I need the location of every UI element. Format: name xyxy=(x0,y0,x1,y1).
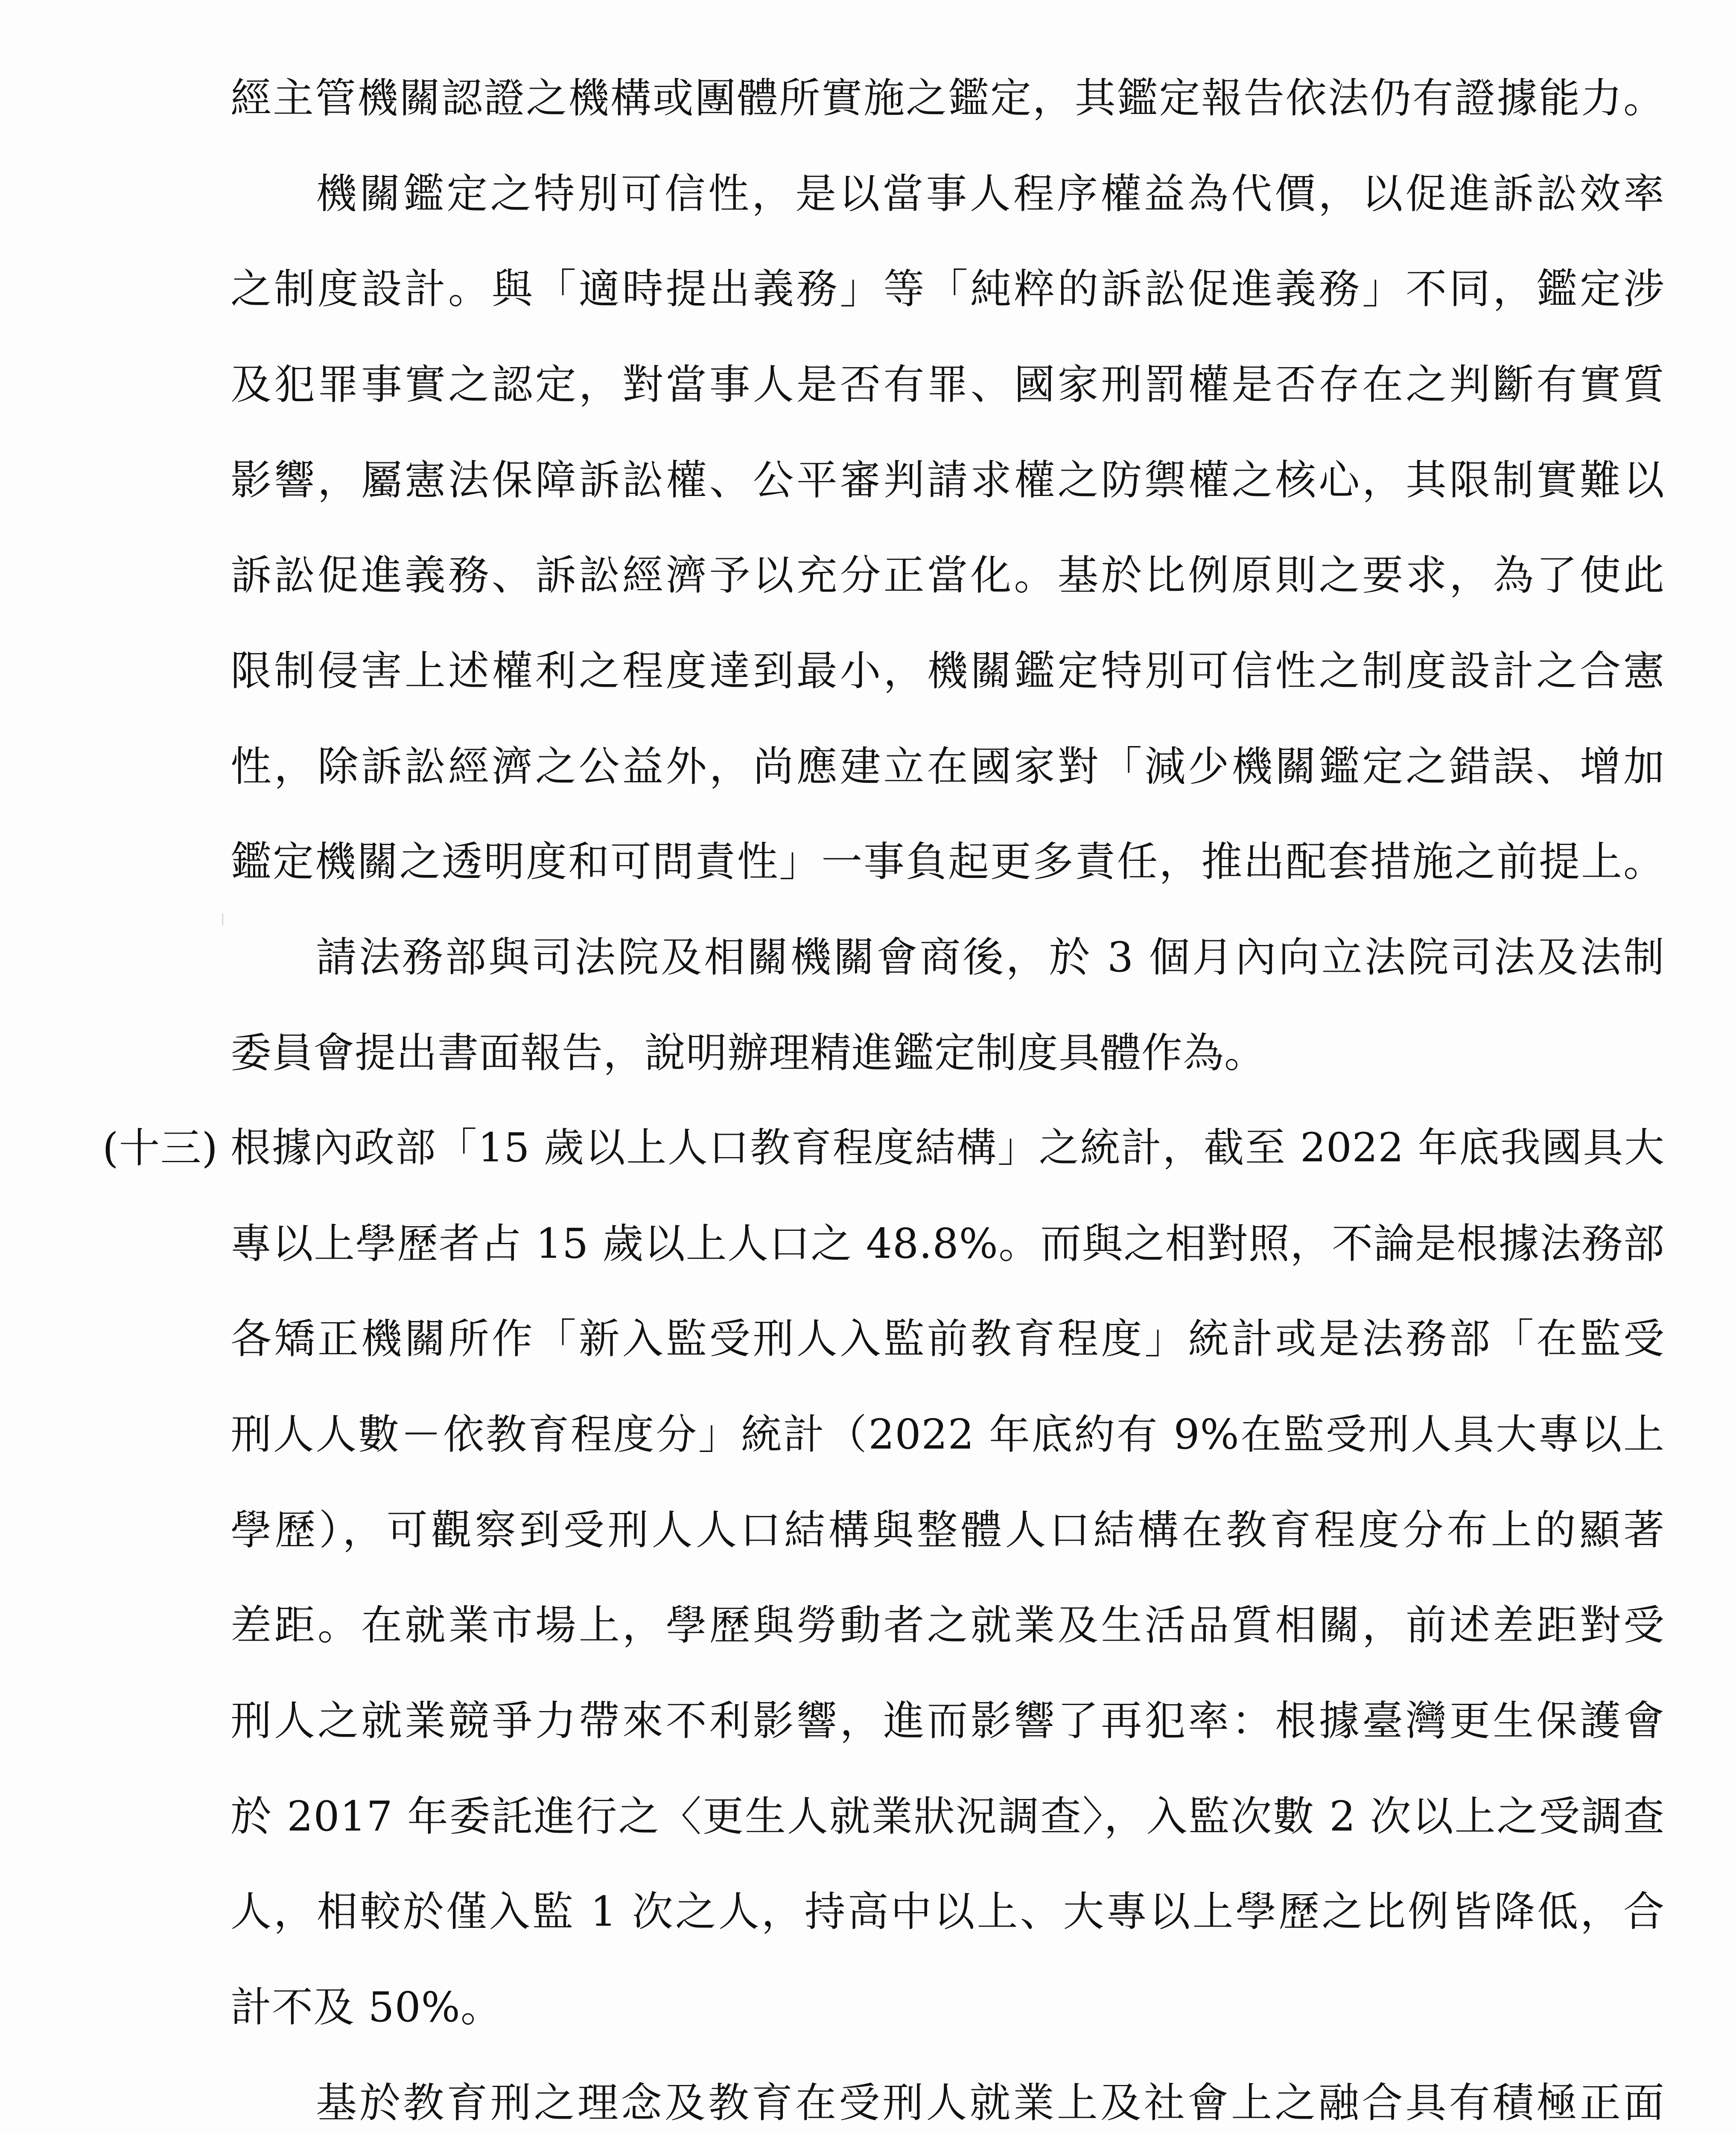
text-line: 學歷），可觀察到受刑人人口結構與整體人口結構在教育程度分布上的顯著 xyxy=(230,1506,1665,1554)
text-line: 訴訟促進義務、訴訟經濟予以充分正當化。基於比例原則之要求，為了使此 xyxy=(230,551,1665,599)
scan-mark xyxy=(222,913,223,925)
text-line: 影響，屬憲法保障訴訟權、公平審判請求權之防禦權之核心，其限制實難以 xyxy=(230,456,1665,504)
text-line: 限制侵害上述權利之程度達到最小，機關鑑定特別可信性之制度設計之合憲 xyxy=(230,647,1665,695)
text-line: 機關鑑定之特別可信性，是以當事人程序權益為代價，以促進訴訟效率 xyxy=(316,170,1665,218)
text-line: 人，相較於僅入監 1 次之人，持高中以上、大專以上學歷之比例皆降低，合 xyxy=(230,1888,1665,1936)
text-line: 刑人之就業競爭力帶來不利影響，進而影響了再犯率：根據臺灣更生保護會 xyxy=(230,1697,1665,1745)
text-line: 於 2017 年委託進行之〈更生人就業狀況調查〉，入監次數 2 次以上之受調查 xyxy=(230,1793,1665,1840)
text-line: 基於教育刑之理念及教育在受刑人就業上及社會上之融合具有積極正面 xyxy=(316,2079,1665,2127)
text-line: 性，除訴訟經濟之公益外，尚應建立在國家對「減少機關鑑定之錯誤、增加 xyxy=(230,743,1665,790)
text-line: 計不及 50%。 xyxy=(230,1983,502,2031)
text-line: 鑑定機關之透明度和可問責性」一事負起更多責任，推出配套措施之前提上。 xyxy=(230,838,1665,886)
text-line: 委員會提出書面報告，說明辦理精進鑑定制度具體作為。 xyxy=(230,1029,1266,1077)
text-line: 請法務部與司法院及相關機關會商後，於 3 個月內向立法院司法及法制 xyxy=(316,933,1665,981)
text-line: 經主管機關認證之機構或團體所實施之鑑定，其鑑定報告依法仍有證據能力。 xyxy=(230,74,1665,122)
text-line: 各矯正機關所作「新入監受刑人入監前教育程度」統計或是法務部「在監受 xyxy=(230,1315,1665,1363)
text-line: 差距。在就業市場上，學歷與勞動者之就業及生活品質相關，前述差距對受 xyxy=(230,1601,1665,1649)
item-label: (十三) xyxy=(102,1124,218,1172)
text-line: 專以上學歷者占 15 歲以上人口之 48.8%。而與之相對照，不論是根據法務部 xyxy=(230,1220,1665,1268)
text-line: 之制度設計。與「適時提出義務」等「純粹的訴訟促進義務」不同，鑑定涉 xyxy=(230,265,1665,313)
text-line: 根據內政部「15 歲以上人口教育程度結構」之統計，截至 2022 年底我國具大 xyxy=(230,1125,1665,1171)
text-line: 刑人人數－依教育程度分」統計（2022 年底約有 9%在監受刑人具大專以上 xyxy=(230,1411,1665,1458)
text-line: 及犯罪事實之認定，對當事人是否有罪、國家刑罰權是否存在之判斷有實質 xyxy=(230,361,1665,408)
